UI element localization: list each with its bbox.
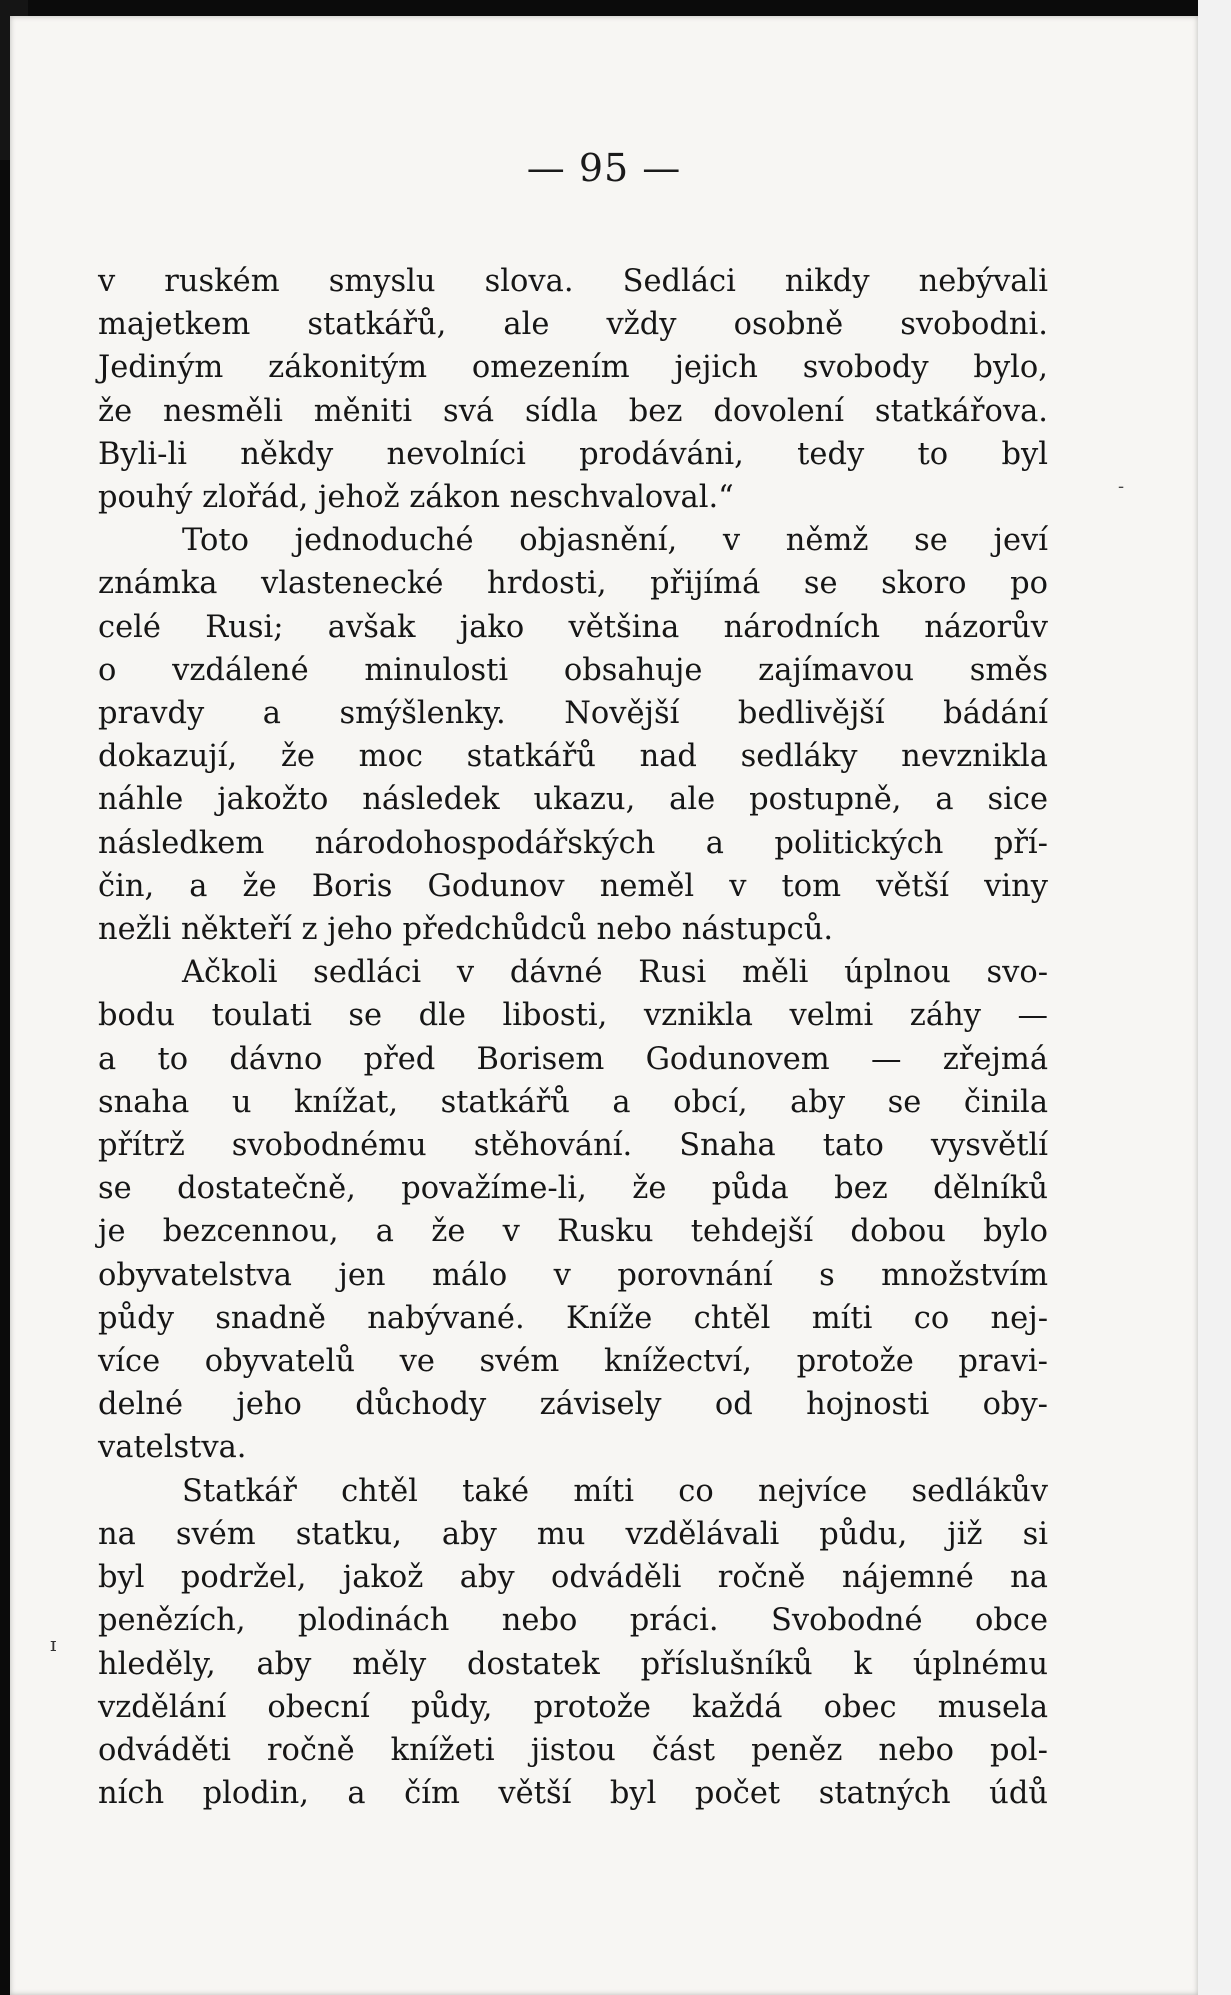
text-line: dokazují, že moc statkářů nad sedláky nevznikla xyxy=(98,739,1048,775)
text-line: následkem národohospodářských a politických pří- xyxy=(98,825,1048,861)
text-line: vzdělání obecní půdy, protože každá obec musela xyxy=(98,1689,1048,1725)
text-line: se dostatečně, považíme-li, že půda bez dělníků xyxy=(98,1171,1048,1207)
text-line: pravdy a smýšlenky. Novější bedlivější bádání xyxy=(98,696,1048,732)
text-line: nežli někteří z jeho předchůdců nebo nástupců. xyxy=(98,912,834,948)
text-line: že nesměli měniti svá sídla bez dovolení statkářova. xyxy=(98,393,1048,429)
text-line: Jediným zákonitým omezením jejich svobody bylo, xyxy=(98,350,1048,386)
body-text xyxy=(98,260,1048,1815)
text-line: majetkem statkářů, ale vždy osobně svobodni. xyxy=(98,307,1048,343)
text-line: odváděti ročně knížeti jistou část peněz nebo pol- xyxy=(98,1732,1048,1768)
stray-mark: - xyxy=(1118,476,1125,497)
text-line: je bezcennou, a že v Rusku tehdejší dobou bylo xyxy=(98,1214,1048,1250)
scan-edge-right xyxy=(1198,0,1231,1995)
text-line: více obyvatelů ve svém knížectví, protože pravi- xyxy=(98,1344,1048,1380)
text-line: byl podržel, jakož aby odváděli ročně nájemné na xyxy=(98,1560,1048,1596)
text-line: pouhý zlořád, jehož zákon neschvaloval.“ xyxy=(98,480,734,516)
text-line: v ruském smyslu slova. Sedláci nikdy nebývali xyxy=(98,264,1048,299)
text-line: půdy snadně nabývané. Kníže chtěl míti co nej- xyxy=(98,1300,1048,1336)
text-line: čin, a že Boris Godunov neměl v tom větší viny xyxy=(98,868,1048,904)
text-line: vatelstva. xyxy=(98,1430,247,1466)
text-line: známka vlastenecké hrdosti, přijímá se skoro po xyxy=(98,566,1048,602)
book-page xyxy=(10,16,1198,1995)
text-line: přítrž svobodnému stěhování. Snaha tato vysvětlí xyxy=(98,1128,1048,1164)
text-line: Statkář chtěl také míti co nejvíce sedlákův xyxy=(182,1473,1048,1509)
text-line: bodu toulati se dle libosti, vznikla velmi záhy — xyxy=(98,998,1048,1034)
text-line: obyvatelstva jen málo v porovnání s množstvím xyxy=(98,1257,1048,1293)
page-number: — 95 — xyxy=(526,146,682,190)
text-line: náhle jakožto následek ukazu, ale postupně, a sice xyxy=(98,782,1048,818)
text-line: celé Rusi; avšak jako většina národních názorův xyxy=(98,609,1048,645)
text-line: Byli-li někdy nevolníci prodáváni, tedy to byl xyxy=(98,436,1048,472)
text-line: Toto jednoduché objasnění, v němž se jeví xyxy=(182,523,1048,559)
text-line: na svém statku, aby mu vzdělávali půdu, již si xyxy=(98,1516,1048,1552)
text-line: delné jeho důchody závisely od hojnosti oby- xyxy=(98,1387,1048,1423)
text-line: hleděly, aby měly dostatek příslušníků k úplnému xyxy=(98,1646,1048,1682)
text-line: penězích, plodinách nebo práci. Svobodné obce xyxy=(98,1603,1048,1639)
margin-mark: ɪ xyxy=(50,1632,57,1656)
text-line: ních plodin, a čím větší byl počet statných údů xyxy=(98,1776,1048,1812)
text-line: a to dávno před Borisem Godunovem — zřejmá xyxy=(98,1041,1048,1077)
text-line: o vzdálené minulosti obsahuje zajímavou směs xyxy=(98,652,1048,688)
text-line: snaha u knížat, statkářů a obcí, aby se činila xyxy=(98,1084,1048,1120)
text-line: Ačkoli sedláci v dávné Rusi měli úplnou svo- xyxy=(182,955,1048,991)
